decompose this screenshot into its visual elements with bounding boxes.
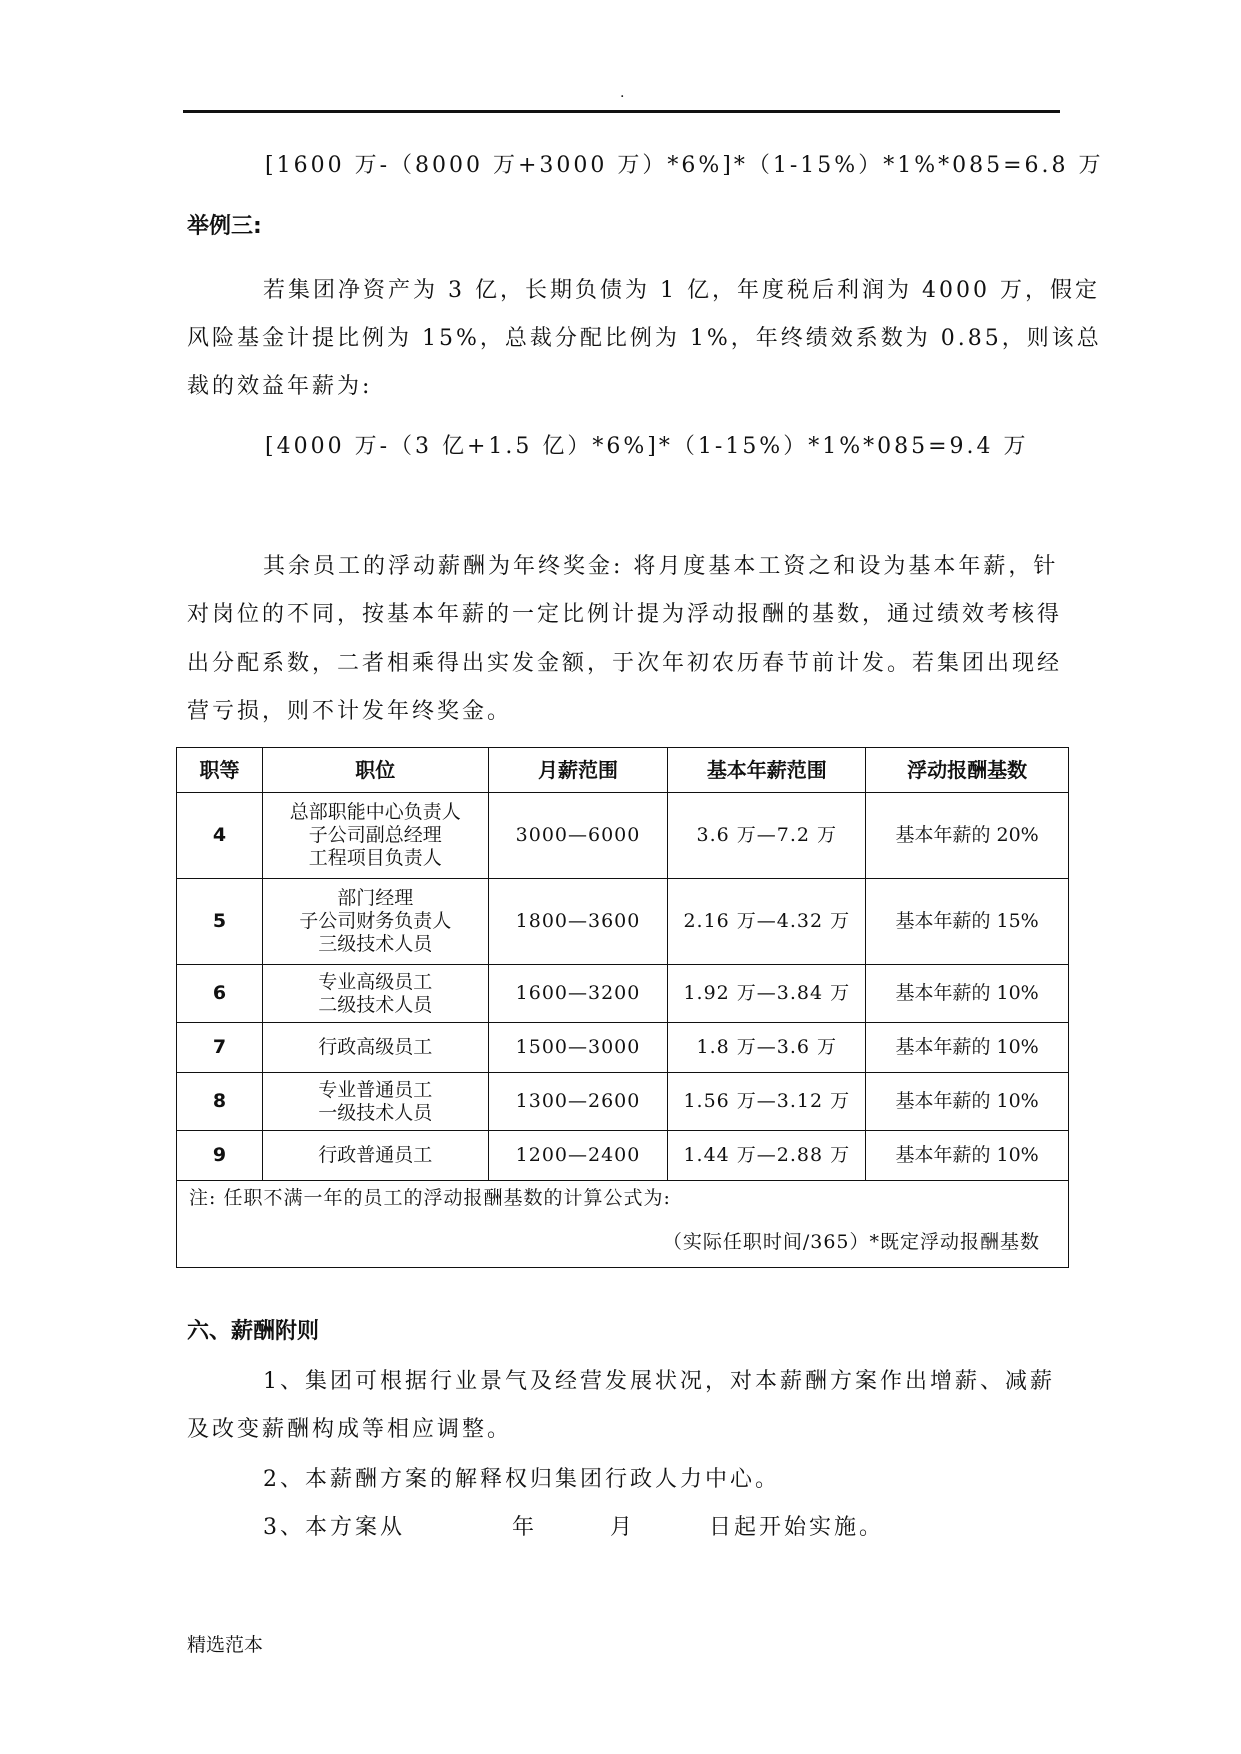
table-row — [177, 793, 1069, 879]
cell-monthly: 1600—3200 — [488, 965, 668, 1023]
appendix-item-prefix: 3、本方案从 — [263, 1515, 405, 1540]
example-3-heading: 举例三: — [187, 214, 262, 239]
table-note-formula: （实际任职时间/365）*既定浮动报酬基数 — [662, 1231, 1040, 1253]
cell-float: 基本年薪的 10% — [866, 1023, 1069, 1073]
bonus-text-line: 对岗位的不同，按基本年薪的一定比例计提为浮动报酬的基数，通过绩效考核得 — [187, 602, 1063, 627]
col-header-float: 浮动报酬基数 — [866, 748, 1069, 793]
cell-grade: 5 — [177, 879, 263, 965]
table-row — [177, 965, 1069, 1023]
header-dot: . — [620, 85, 625, 101]
cell-annual: 1.8 万—3.6 万 — [668, 1023, 866, 1073]
position-label: 二级技术人员 — [318, 993, 433, 1016]
cell-positions — [262, 1073, 488, 1131]
cell-monthly: 1200—2400 — [488, 1131, 668, 1181]
table-note-cell — [177, 1181, 1069, 1268]
example-3-text-line: 裁的效益年薪为: — [187, 374, 373, 399]
bonus-text-line: 营亏损，则不计发年终奖金。 — [187, 699, 513, 724]
header-rule — [183, 110, 1060, 113]
cell-positions — [262, 1023, 488, 1073]
position-label: 子公司副总经理 — [308, 824, 442, 846]
formula-example-3: [4000 万-（3 亿+1.5 亿）*6%]*（1-15%）*1%*085=9.4 万 — [265, 434, 1029, 459]
position-label: 一级技术人员 — [318, 1101, 433, 1124]
cell-float: 基本年薪的 15% — [866, 879, 1069, 965]
cell-grade: 8 — [177, 1073, 263, 1131]
bonus-text-line: 其余员工的浮动薪酬为年终奖金: 将月度基本工资之和设为基本年薪，针 — [263, 554, 1059, 579]
col-header-monthly: 月薪范围 — [488, 748, 668, 793]
position-label: 专业普通员工 — [318, 1078, 433, 1101]
cell-annual: 1.56 万—3.12 万 — [668, 1073, 866, 1131]
cell-grade: 6 — [177, 965, 263, 1023]
cell-monthly: 1800—3600 — [488, 879, 668, 965]
col-header-position: 职位 — [262, 748, 488, 793]
cell-monthly: 3000—6000 — [488, 793, 668, 879]
position-label: 专业高级员工 — [318, 970, 433, 993]
position-label: 工程项目负责人 — [308, 847, 442, 869]
cell-annual: 3.6 万—7.2 万 — [668, 793, 866, 879]
position-label: 行政普通员工 — [318, 1144, 433, 1166]
cell-annual: 2.16 万—4.32 万 — [668, 879, 866, 965]
cell-float: 基本年薪的 10% — [866, 1131, 1069, 1181]
cell-monthly: 1300—2600 — [488, 1073, 668, 1131]
cell-positions — [262, 793, 488, 879]
cell-positions — [262, 965, 488, 1023]
cell-annual: 1.44 万—2.88 万 — [668, 1131, 866, 1181]
table-row — [177, 1023, 1069, 1073]
example-3-text-line: 风险基金计提比例为 15%，总裁分配比例为 1%，年终绩效系数为 0.85，则该总 — [187, 326, 1102, 351]
position-label: 总部职能中心负责人 — [289, 801, 461, 823]
cell-monthly: 1500—3000 — [488, 1023, 668, 1073]
cell-positions — [262, 1131, 488, 1181]
cell-annual: 1.92 万—3.84 万 — [668, 965, 866, 1023]
appendix-item-line: 1、集团可根据行业景气及经营发展状况，对本薪酬方案作出增薪、减薪 — [263, 1369, 1055, 1394]
cell-grade: 9 — [177, 1131, 263, 1181]
position-label: 行政高级员工 — [318, 1036, 433, 1058]
date-year-label: 年 — [512, 1515, 536, 1540]
cell-grade: 4 — [177, 793, 263, 879]
table-row — [177, 1131, 1069, 1181]
appendix-item-line: 及改变薪酬构成等相应调整。 — [187, 1417, 513, 1442]
table-note-line: 注: 任职不满一年的员工的浮动报酬基数的计算公式为: — [189, 1187, 671, 1209]
col-header-grade: 职等 — [177, 748, 263, 793]
example-3-text-line: 若集团净资产为 3 亿，长期负债为 1 亿，年度税后利润为 4000 万，假定 — [263, 278, 1100, 303]
salary-grade-table — [176, 747, 1069, 1268]
table-header-row — [177, 748, 1069, 793]
appendix-item-suffix: 日起开始实施。 — [709, 1515, 885, 1540]
bonus-text-line: 出分配系数，二者相乘得出实发金额，于次年初农历春节前计发。若集团出现经 — [187, 651, 1063, 676]
cell-positions — [262, 879, 488, 965]
position-label: 三级技术人员 — [318, 933, 433, 955]
cell-float: 基本年薪的 10% — [866, 965, 1069, 1023]
date-month-label: 月 — [610, 1515, 634, 1540]
table-note-row — [177, 1181, 1069, 1268]
section-6-heading: 六、薪酬附则 — [187, 1319, 320, 1344]
position-label: 部门经理 — [337, 887, 414, 909]
appendix-item-line: 2、本薪酬方案的解释权归集团行政人力中心。 — [263, 1467, 780, 1492]
cell-float: 基本年薪的 20% — [866, 793, 1069, 879]
position-label: 子公司财务负责人 — [299, 910, 452, 932]
cell-grade: 7 — [177, 1023, 263, 1073]
cell-float: 基本年薪的 10% — [866, 1073, 1069, 1131]
footer-label: 精选范本 — [187, 1634, 264, 1656]
table-row — [177, 1073, 1069, 1131]
formula-example-2: [1600 万-（8000 万+3000 万）*6%]*（1-15%）*1%*085=6.8 万 — [265, 153, 1104, 178]
table-row — [177, 879, 1069, 965]
col-header-annual: 基本年薪范围 — [668, 748, 866, 793]
